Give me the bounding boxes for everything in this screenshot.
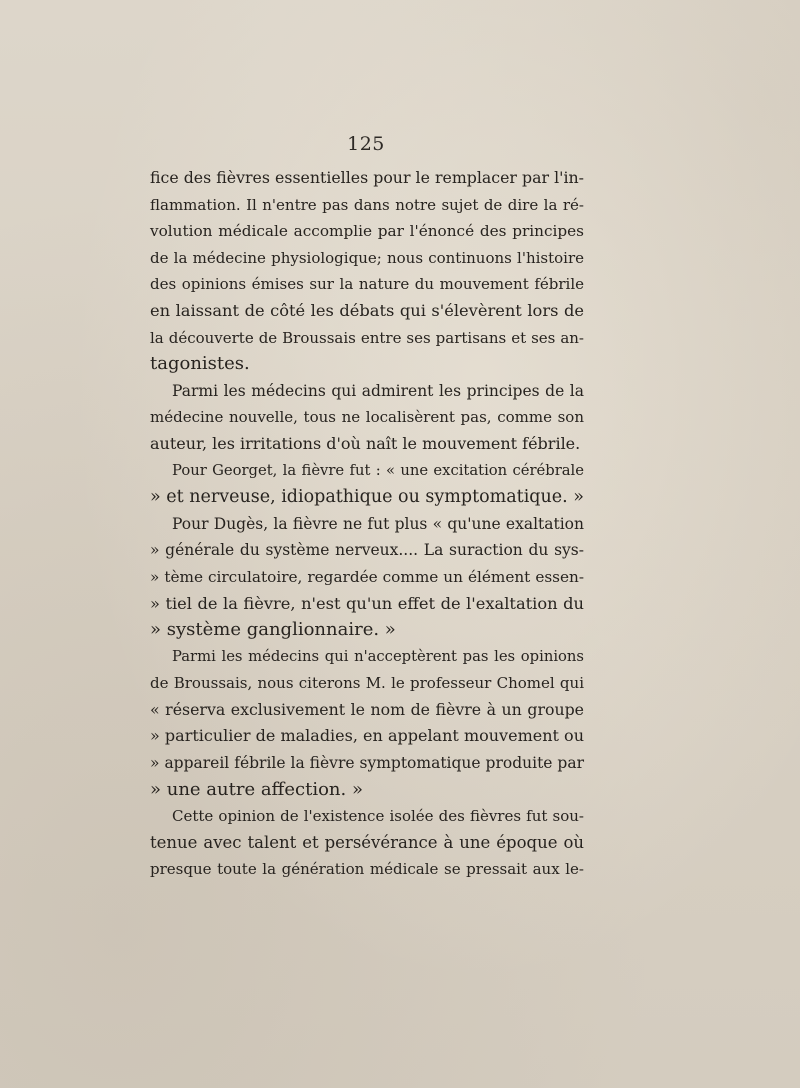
text-line: » appareil fébrile la fièvre symptomatique produite par — [150, 754, 584, 773]
text-line: Pour Georget, la fièvre fut : « une excitation cérébrale — [172, 461, 584, 479]
text-line: Parmi les médecins qui n'acceptèrent pas les opinions — [172, 647, 584, 665]
text-line: de Broussais, nous citerons M. le professeur Chomel qui — [150, 674, 584, 693]
text-line: « réserva exclusivement le nom de fièvre à un groupe — [150, 699, 584, 719]
text-line: Parmi les médecins qui admirent les principes de la — [172, 381, 584, 400]
text-line: tagonistes. — [150, 353, 250, 375]
text-line: » tiel de la fièvre, n'est qu'un effet de l'exaltation du — [150, 593, 584, 613]
text-line: Cette opinion de l'existence isolée des fièvres fut sou- — [172, 807, 584, 826]
text-line: en laissant de côté les débats qui s'élevèrent lors de — [150, 300, 584, 320]
text-line: médecine nouvelle, tous ne localisèrent pas, comme son — [150, 408, 584, 427]
text-line: de la médecine physiologique; nous continuons l'histoire — [150, 248, 584, 267]
text-line: » tème circulatoire, regardée comme un élément essen- — [150, 567, 584, 586]
text-line: fice des fièvres essentielles pour le remplacer par l'in- — [150, 168, 584, 187]
text-line: tenue avec talent et persévérance à une époque où — [150, 832, 584, 852]
text-line: flammation. Il n'entre pas dans notre sujet de dire la ré- — [150, 195, 584, 214]
text-line: » système ganglionnaire. » — [150, 619, 396, 641]
text-line: auteur, les irritations d'où naît le mouvement fébrile. — [150, 433, 581, 453]
text-line: presque toute la génération médicale se pressait aux le- — [150, 860, 584, 879]
text-line: Pour Dugès, la fièvre ne fut plus « qu'une exaltation — [172, 514, 584, 533]
text-line: » générale du système nerveux.... La suraction du sys- — [150, 541, 584, 560]
text-line: » une autre affection. » — [150, 778, 363, 800]
page-number: 125 — [347, 133, 385, 155]
text-line: des opinions émises sur la nature du mouvement fébrile — [150, 275, 584, 294]
text-line: » et nerveuse, idiopathique ou symptomatique. » — [150, 487, 584, 508]
text-line: la découverte de Broussais entre ses partisans et ses an- — [150, 328, 584, 347]
text-line: volution médicale accomplie par l'énoncé des principes — [150, 222, 584, 241]
body-text — [150, 165, 584, 883]
text-line: » particulier de maladies, en appelant mouvement ou — [150, 726, 584, 746]
